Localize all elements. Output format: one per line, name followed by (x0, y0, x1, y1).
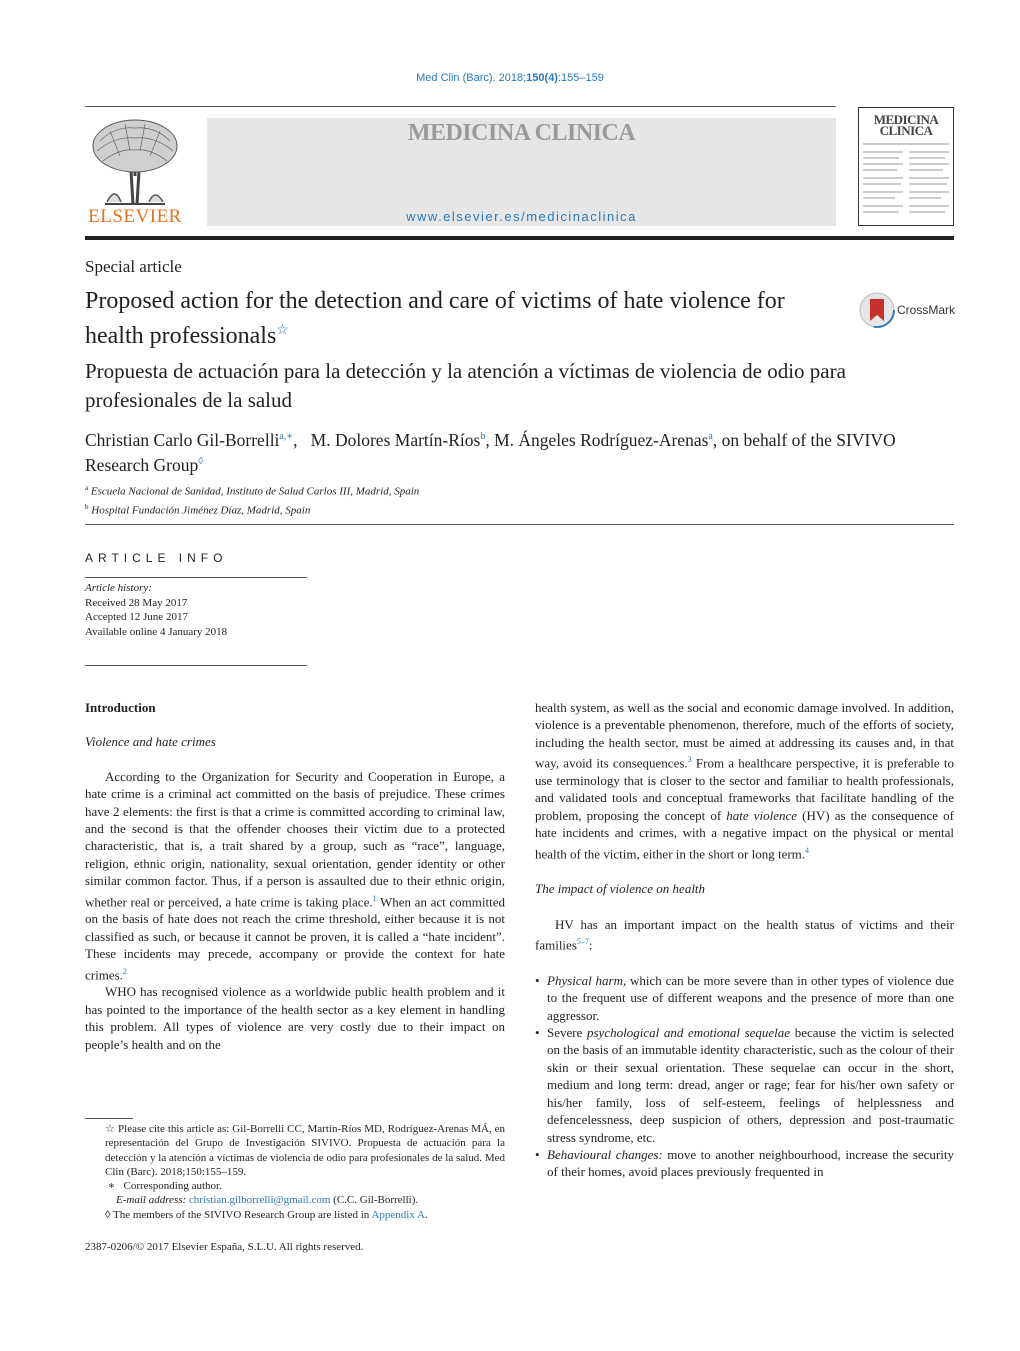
author-affil-link[interactable]: a,∗ (279, 431, 294, 442)
paragraph: WHO has recognised violence as a worldwide public health problem and it has pointed to the importance of the health sector as a key element in handling this problem. All types of violence are very costly due to their impact on people’s health and on the (85, 984, 505, 1052)
body-column-left (85, 699, 505, 1053)
footnote-rule (85, 1118, 133, 1119)
author-name: Christian Carlo Gil-Borrelli (85, 429, 280, 450)
subsection-heading: Violence and hate crimes (85, 734, 216, 750)
article-info-rule-bottom (85, 665, 307, 666)
header-divider (85, 106, 836, 107)
paragraph: HV has an important impact on the health status of victims and their families$^{5-7}$: (535, 916, 954, 953)
affiliations (85, 481, 954, 518)
title-footnote-star[interactable]: ☆ (276, 323, 289, 338)
cover-contents-lines (859, 138, 953, 222)
affiliation-item: $^b$ Hospital Fundación Jiménez Díaz, Madrid, Spain (85, 502, 311, 517)
journal-url-link[interactable]: www.elsevier.es/medicinaclinica (406, 209, 637, 224)
reference-link[interactable]: 4 (805, 845, 810, 855)
accepted-date: Accepted 12 June 2017 (85, 611, 188, 623)
reference-link[interactable]: 5–7 (576, 937, 589, 947)
article-history (85, 581, 227, 639)
reference-link[interactable]: 3 (687, 755, 692, 765)
cover-title: MEDICINA CLINICA (873, 112, 939, 138)
paragraph: health system, as well as the social and economic damage involved. In addition, violence is a preventable phenomenon, therefore, much of the efforts of society, including the health sector, must be aimed at addressing its causes and, in that way, avoid its consequences.$^3$ From a healthcare perspective, it is preferable to use terminology that is closer to the sector and familiar to health professionals, and validated tools and conceptual frameworks that facilitate handling of the problem, proposing the concept of hate violence (HV) as the consequence of hate incidents and crimes, with a negative impact on the physical or mental health of the victim, either in the short or long term.$^4$ (535, 700, 954, 861)
email-link[interactable]: christian.gilborrelli@gmail.com (188, 1194, 331, 1207)
masthead-bottom-rule (85, 236, 954, 240)
author-affil-link[interactable]: b (480, 431, 486, 442)
list-item: • Physical harm, which can be more severe than in other types of violence due to the frequent use of different weapons and the presence of more than one aggressor. (535, 972, 954, 1023)
elsevier-wordmark: ELSEVIER (88, 206, 182, 227)
article-title-english: Proposed action for the detection and care of victims of hate violence for health professionals☆ (85, 288, 785, 349)
author-affil-link[interactable]: a (708, 431, 713, 442)
article-info-rule-top (85, 577, 307, 578)
footnote-group: ◊ The members of the SIVIVO Research Group are listed in Appendix A. (105, 1208, 428, 1221)
reference-link[interactable]: 1 (372, 893, 377, 903)
affiliation-item: $^a$ Escuela Nacional de Sanidad, Instituto de Salud Carlos III, Madrid, Spain (85, 484, 420, 498)
bullet-icon: • (535, 1146, 540, 1162)
article-info-heading: ARTICLE INFO (85, 551, 228, 565)
group-note-link[interactable]: ◊ (198, 455, 204, 467)
section-heading-introduction: Introduction (85, 700, 156, 715)
appendix-link[interactable]: Appendix A (371, 1208, 425, 1221)
bullet-list (535, 972, 954, 1181)
crossmark-icon (858, 291, 898, 331)
article-title-spanish: Propuesta de actuación para la detección y la atención a víctimas de violencia de odio para profesionales de la salud (85, 359, 846, 412)
list-item: • Behavioural changes: move to another neighbourhood, increase the security of their homes, avoid places previously frequented in (535, 1146, 954, 1180)
journal-cover-thumbnail[interactable] (858, 107, 954, 226)
subsection-heading: The impact of violence on health (535, 881, 706, 897)
footnotes (85, 1122, 505, 1222)
article-type: Special article (85, 257, 182, 276)
crossmark-label[interactable]: CrossMark (897, 303, 956, 317)
received-date: Received 28 May 2017 (85, 596, 188, 609)
footnote-email: E-mail address: christian.gilborrelli@gmail.com (C.C. Gil-Borrelli). (116, 1194, 419, 1207)
copyright-notice: 2387-0206/© 2017 Elsevier España, S.L.U. All rights reserved. (85, 1241, 364, 1253)
body-column-right (535, 699, 954, 1181)
reference-link[interactable]: 2 (122, 966, 127, 976)
author-name: M. Dolores Martín-Ríos (310, 429, 481, 450)
online-date: Available online 4 January 2018 (85, 625, 228, 638)
author-name: M. Ángeles Rodríguez-Arenas (494, 429, 709, 450)
paragraph: According to the Organization for Security and Cooperation in Europe, a hate crime is a criminal act committed on the basis of prejudice. These crimes have 2 elements: the first is that a crime is committed according to criminal law, and the second is that the offender chooses their victim due to a protected characteristic, that is, a trait shared by a group, such as “race”, language, religion, ethnic origin, nationality, sexual orientation, gender identity or other similar common factor. Thus, if a person is assaulted due to their ethnic origin, whether real or perceived, a hate crime is taking place.$^1$ When an act committed on the basis of hate does not reach the crime threshold, either because it is not classified as such, or because it cannot be proven, it is called a “hate incident”. These incidents may precede, accompany or provide the context for hate crimes.$^2$ (85, 768, 505, 982)
footnote-corresponding: ∗ Corresponding author. (107, 1180, 222, 1193)
journal-name: MEDICINA CLINICA (407, 120, 636, 146)
journal-citation[interactable]: Med Clin (Barc). 2018;150(4):155–159 (416, 72, 604, 84)
bullet-icon: • (535, 972, 540, 988)
research-group-name: SIVIVO Research Group (85, 429, 896, 475)
author-list: Christian Carlo Gil-Borrelli$^{a,∗}$, M. Dolores Martín-Ríos$^b$, M. Ángeles Rodríguez-Arenas$^a$, on behalf of the SIVIVO Research Group◊ (85, 429, 896, 475)
bullet-icon: • (535, 1025, 540, 1041)
footnote-citation: ☆ Please cite this article as: Gil-Borrelli CC, Martín-Ríos MD, Rodríguez-Arenas MÁ, en representación del Grupo de Investigación SIVIVO. Propuesta de actuación para la detección y la atención a víctimas de violencia de odio para profesionales de la salud. Med Clin (Barc). 2018;150:155–159. (105, 1123, 506, 1178)
history-label: Article history: (85, 582, 152, 594)
affiliation-divider (85, 524, 954, 525)
list-item: • Severe psychological and emotional sequelae because the victim is selected on the basis of an immutable identity characteristic, such as the colour of their skin or their sexual orientation. These sequelae can occur in the short, medium and long term: dread, anger or rage; fear for his/her own safety or his/her family, loss of self-esteem, feelings of helplessness and defencelessness, deep suspicion of others, depression and post-traumatic stress syndrome, etc. (535, 1025, 954, 1145)
